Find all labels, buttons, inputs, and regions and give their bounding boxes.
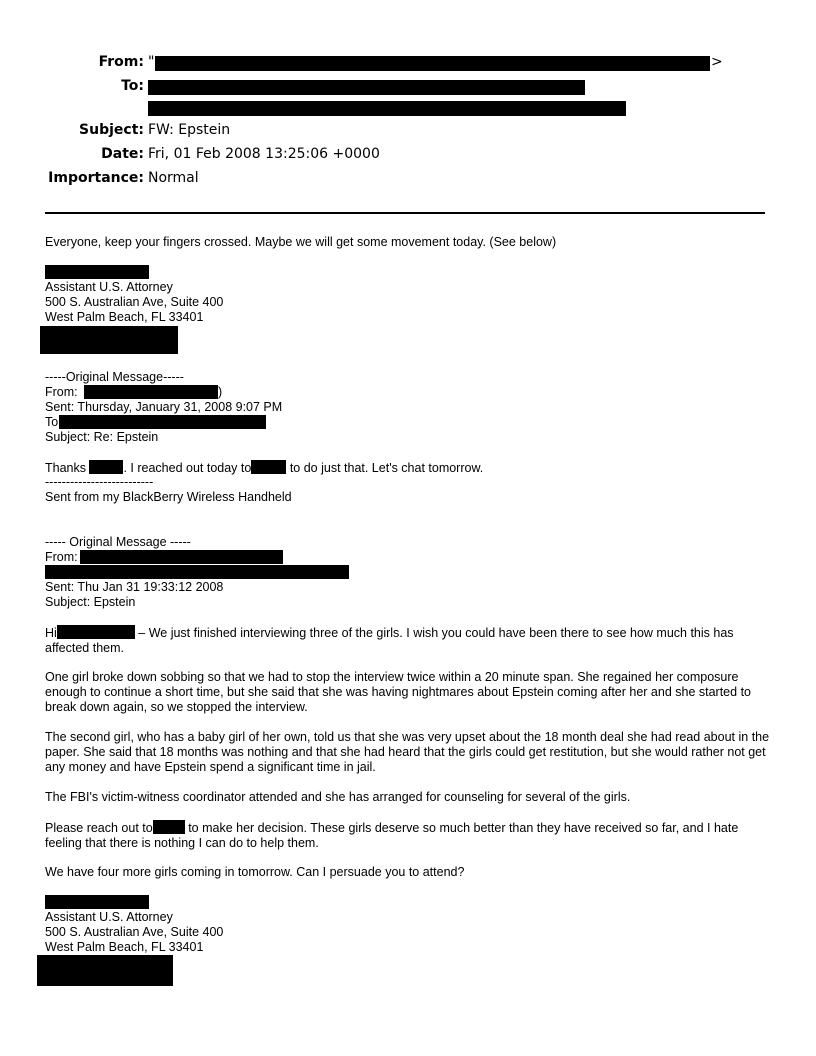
- sig2-title: Assistant U.S. Attorney: [45, 910, 173, 924]
- redaction-sig2-phone: [37, 955, 173, 986]
- para1-b: – We just finished interviewing three of the girls. I wish you could have been there to see how much this has affected them.: [45, 626, 734, 655]
- orig1-separator: -----Original Message-----: [45, 370, 184, 384]
- redaction-para1-name: [57, 625, 135, 639]
- orig2-sent: Sent: Thu Jan 31 19:33:12 2008: [45, 580, 224, 594]
- paragraph-5: [45, 820, 775, 851]
- para1-a: Hi: [45, 626, 57, 640]
- orig1-msg-a: Thanks: [45, 461, 90, 475]
- redaction-to-1: [148, 80, 585, 95]
- orig1-message: [45, 460, 483, 476]
- intro-text: Everyone, keep your fingers crossed. Maybe we will get some movement today. (See below): [45, 235, 557, 249]
- sig2-address1: 500 S. Australian Ave, Suite 400: [45, 925, 224, 939]
- date-value: Fri, 01 Feb 2008 13:25:06 +0000: [148, 146, 380, 162]
- orig1-blackberry: Sent from my BlackBerry Wireless Handheld: [45, 490, 292, 504]
- subject-label: Subject:: [79, 122, 144, 138]
- redaction-orig1-to: [59, 415, 266, 429]
- redaction-para5-name: [153, 820, 185, 834]
- orig1-sent: Sent: Thursday, January 31, 2008 9:07 PM: [45, 400, 283, 414]
- orig1-subject: Subject: Re: Epstein: [45, 430, 159, 444]
- orig2-from-label: From:: [45, 550, 78, 564]
- paragraph-1: [45, 625, 775, 656]
- subject-value: FW: Epstein: [148, 122, 231, 138]
- sig1-address2: West Palm Beach, FL 33401: [45, 310, 204, 324]
- para5-a: Please reach out to: [45, 821, 153, 835]
- orig1-from-label: From:: [45, 385, 78, 399]
- orig1-to-label: To: [45, 415, 59, 429]
- redaction-orig1-name: [89, 460, 123, 474]
- paragraph-4: The FBI's victim-witness coordinator attended and she has arranged for counseling for several of the girls.: [45, 790, 631, 804]
- paragraph-2: One girl broke down sobbing so that we had to stop the interview twice within a 20 minute span. She regained her composure enough to continue a short time, but she said that she was having nightmares about Epstein coming after her and she started to break down again, so we stopped the interview.: [45, 670, 751, 714]
- orig1-dashes: --------------------------: [45, 475, 154, 489]
- date-label: Date:: [101, 146, 144, 162]
- from-quote: ": [148, 54, 155, 70]
- importance-value: Normal: [148, 170, 199, 186]
- sig2-address2: West Palm Beach, FL 33401: [45, 940, 204, 954]
- redaction-to-2: [148, 101, 626, 116]
- paragraph-6: We have four more girls coming in tomorrow. Can I persuade you to attend?: [45, 865, 465, 879]
- redaction-orig1-from: [84, 385, 218, 399]
- redaction-sig2-name: [45, 895, 149, 909]
- redaction-sig1-phone: [40, 326, 178, 354]
- orig2-separator: ----- Original Message -----: [45, 535, 191, 549]
- orig1-from-tail: ): [218, 385, 223, 399]
- redaction-orig2-to: [45, 565, 349, 579]
- paragraph-3: The second girl, who has a baby girl of her own, told us that she was very upset about the 18 month deal she had read about in the paper. She said that 18 months was nothing and that she had heard that the girls could get restitution, but she would rather not get any money and have Epstein spend a significant time in jail.: [45, 730, 770, 774]
- to-label: To:: [121, 78, 144, 94]
- orig1-msg-b: . I reached out today to: [123, 461, 252, 475]
- redaction-orig1-person: [251, 460, 286, 474]
- orig1-msg-c: to do just that. Let's chat tomorrow.: [286, 461, 484, 475]
- orig2-subject: Subject: Epstein: [45, 595, 136, 609]
- from-label: From:: [98, 54, 144, 70]
- redaction-orig2-from: [80, 550, 283, 564]
- sig1-address1: 500 S. Australian Ave, Suite 400: [45, 295, 224, 309]
- sig1-title: Assistant U.S. Attorney: [45, 280, 173, 294]
- importance-label: Importance:: [48, 170, 144, 186]
- redaction-sig1-name: [45, 265, 149, 279]
- from-end: >: [711, 54, 723, 70]
- para5-b: to make her decision. These girls deserve so much better than they have received so far, and I hate feeling that there is nothing I can do to help them.: [45, 821, 739, 850]
- header-divider: [45, 212, 765, 214]
- redaction-from: [155, 56, 710, 71]
